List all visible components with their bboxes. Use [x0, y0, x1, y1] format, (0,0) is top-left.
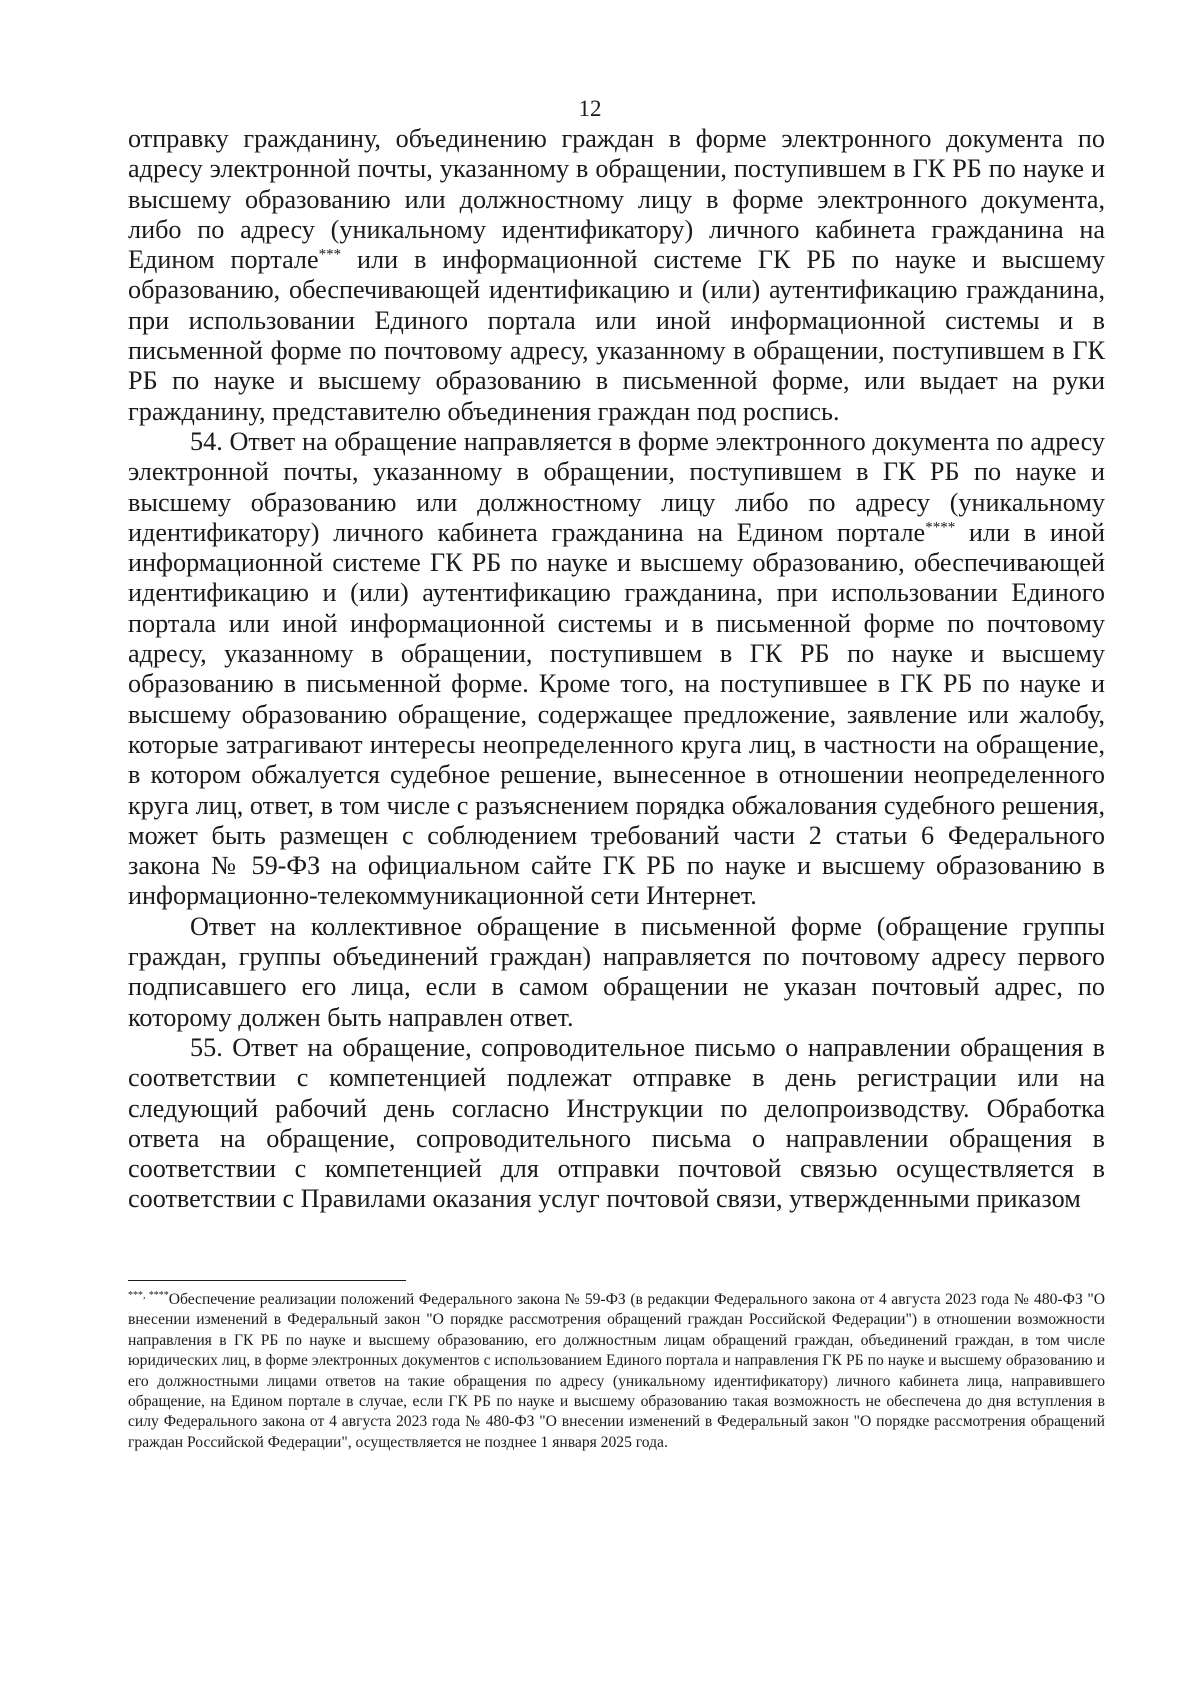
paragraph-55: 55. Ответ на обращение, сопроводительное письмо о направлении обращения в соответствии с компетенцией подлежат отправке в день регистрации или на следующий рабочий день согласно Инструкции по делопроизводству. Обработка ответа на обращение, сопроводительного письма о направлении обращения в соответствии с компетенцией для отправки почтовой связью осуществляется в соответствии с Правилами оказания услуг почтовой связи, утвержденными приказом — [128, 1032, 1105, 1214]
footnote-mark: ***, **** — [128, 1289, 169, 1301]
footnote-text: Обеспечение реализации положений Федерального закона № 59-ФЗ (в редакции Федерального закона от 4 августа 2023 года № 480-ФЗ "О внесении изменений в Федеральный закон "О порядке рассмотрения обращений граждан Российской Федерации") в отношении возможности направления в ГК РБ по науке и высшему образованию, его должностным лицам обращений граждан, объединений граждан, в том числе юридических лиц, в форме электронных документов с использованием Единого портала и направления ГК РБ по науке и высшему образованию и его должностными лицами ответов на такие обращения по адресу (уникальному идентификатору) личного кабинета лица, направившего обращение, на Едином портале в случае, если ГК РБ по науке и высшему образованию такая возможность не обеспечена до дня вступления в силу Федерального закона от 4 августа 2023 года № 480-ФЗ "О внесении изменений в Федеральный закон "О порядке рассмотрения обращений граждан Российской Федерации", осуществляется не позднее 1 января 2025 года. — [128, 1291, 1105, 1451]
footnote-separator — [128, 1280, 406, 1281]
paragraph-text: или в информационной системе ГК РБ по науке и высшему образованию, обеспечивающей идентификацию и (или) аутентификацию гражданина, при использовании Единого портала или иной информационной системы и в письменной форме по почтовому адресу, указанному в обращении, поступившем в ГК РБ по науке и высшему образованию в письменной форме, или выдает на руки гражданину, представителю объединения граждан под роспись. — [128, 245, 1105, 426]
page-number: 12 — [578, 96, 602, 121]
paragraph-collective-appeal: Ответ на коллективное обращение в письменной форме (обращение группы граждан, группы объединений граждан) направляется по почтовому адресу первого подписавшего его лица, если в самом обращении не указан почтовый адрес, по которому должен быть направлен ответ. — [128, 911, 1105, 1032]
footnote-reference-mark: **** — [925, 519, 956, 536]
footnote — [128, 1290, 1105, 1453]
paragraph-text: 54. Ответ на обращение направляется в форме электронного документа по адресу электронной почты, указанному в обращении, поступившем в ГК РБ по науке и высшему образованию или должностному лицу либо по адресу (уникальному идентификатору) личного кабинета гражданина на Едином портале — [128, 426, 1105, 547]
paragraph-text: отправку гражданину, объединению граждан в форме электронного документа по адресу электронной почты, указанному в обращении, поступившем в ГК РБ по науке и высшему образованию или должностному лицу в форме электронного документа, либо по адресу (уникальному идентификатору) личного кабинета гражданина на Едином портале — [128, 124, 1105, 275]
footnote-reference-mark: *** — [318, 246, 342, 263]
continuation-paragraph — [128, 124, 1105, 427]
paragraph-54 — [128, 427, 1105, 912]
paragraph-text: или в иной информационной системе ГК РБ по науке и высшему образованию, обеспечивающей идентификацию и (или) аутентификацию гражданина, при использовании Единого портала или иной информационной системы и в письменной форме по почтовому адресу, указанному в обращении, поступившем в ГК РБ по науке и высшему образованию в письменной форме. Кроме того, на поступившее в ГК РБ по науке и высшему образованию обращение, содержащее предложение, заявление или жалобу, которые затрагивают интересы неопределенного круга лиц, в частности на обращение, в котором обжалуется судебное решение, вынесенное в отношении неопределенного круга лиц, ответ, в том числе с разъяснением порядка обжалования судебного решения, может быть размещен с соблюдением требований части 2 статьи 6 Федерального закона № 59-ФЗ на официальном сайте ГК РБ по науке и высшему образованию в информационно-телекоммуникационной сети Интернет. — [128, 517, 1105, 911]
document-body — [128, 124, 1105, 1215]
